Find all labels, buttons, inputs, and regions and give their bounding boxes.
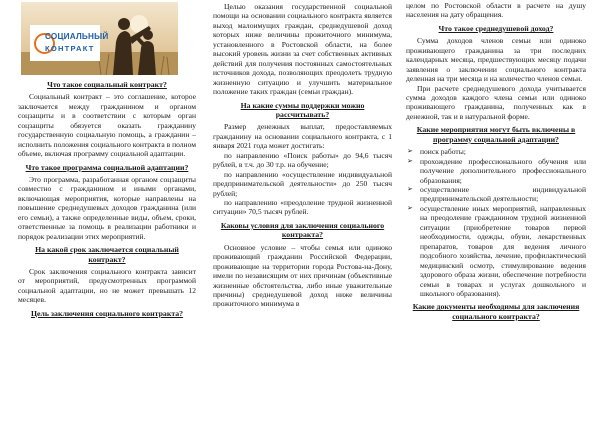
heading-required-documents: Какие документы необходимы для заключения социального контракта? [412,302,580,321]
column-2 [213,0,392,424]
heading-average-income: Что такое среднедушевой доход? [438,23,554,33]
logo [30,25,109,61]
paragraph-job-search: по направлению «Поиск работы» до 94,6 тысяч рублей, в т.ч. до 30 т.р. на обучение; [213,150,392,170]
paragraph-main-condition: Основное условие – чтобы семья или одиноко проживающий гражданин Российской Федерации, проживающие на территории города Ростова-на-Дону, имели по независящим от них причинам (объективные жизненные обстоятельства, либо иные уважительные причины) среднедушевой доход ниже величины прожиточного минимума в [213,242,392,309]
paragraph-condition-continued: целом по Ростовской области в расчете на душу населения на дату обращения. [406,1,586,20]
heading-support-amounts: На какие суммы поддержки можно рассчитывать? [240,100,365,119]
paragraph-income-calculation: При расчете среднедушевого дохода учитывается сумма доходов каждого члена семьи или одиноко проживающего гражданина, полученных как в денежной, так и в натуральной форме. [406,83,586,121]
column-3 [406,0,586,424]
list-item: ➢ осуществление иных мероприятий, направленных на преодоление гражданином трудной жизненной ситуации (приобретение товаров первой необходимости, одежды, обуви, лекарственных препаратов, товаров для ведения личного подсобного хозяйства, лечение, профилактический медицинский осмотр, стимулирование ведения здорового образа жизни, обеспечение потребности семьи в товарах и услугах дошкольного и школьного образования). [406,204,586,299]
heading-contract-goal: Цель заключения социального контракта? [30,308,184,318]
heading-what-is-contract: Что такое социальный контракт? [47,80,167,89]
heading-contract-term: На какой срок заключается социальный контракт? [35,245,179,264]
paragraph-contract-term: Срок заключения социального контракта зависит от мероприятий, предусмотренных программой социальной адаптации, но не может превышать 12 месяцев. [18,266,196,305]
paragraph-payment-size: Размер денежных выплат, предоставляемых гражданину на основании социального контракта, с 1 января 2021 года может достигать: [213,122,392,151]
heading-what-is-program: Что такое программа социальной адаптации? [25,162,189,172]
column-1 [18,0,196,424]
logo-text-line1: СОЦИАЛЬНЫЙ [45,32,109,41]
list-item: ➢ поиск работы; [406,147,586,156]
social-contract-banner [21,2,178,75]
list-item: ➢ осуществление индивидуальной предпринимательской деятельности; [406,185,586,204]
heading-program-activities: Какие мероприятия могут быть включены в программу социальной адаптации? [416,125,576,144]
paragraph-income-definition: Сумма доходов членов семьи или одиноко проживающего гражданина за три последних календарных месяца, предшествующих месяцу подачи заявления о заключении социального контракта деленная на три месяца и на количество членов семьи. [406,36,586,84]
logo-text-line2: КОНТРАКТ [45,44,95,53]
heading-conditions: Каковы условия для заключения социального контракта? [220,220,385,240]
list-item: ➢ прохождение профессионального обучения или получение дополнительного профессионального образования; [406,157,586,185]
paragraph-contract-definition: Социальный контракт – это соглашение, которое заключается между гражданином и органом соцзащиты и в соответствии с которым орган соцзащиты обязуется оказать гражданину государственную социальную помощь, а гражданин – исполнить положения социального контракта в полном объеме, включая программу социальной адаптации. [18,92,196,159]
paragraph-program-definition: Это программа, разработанная органом соцзащиты совместно с гражданином и иными органами, включающая мероприятия, которые направлены на повышение среднедушевых доходов гражданина (или его семьи), а также определенные виды, объем, сроки, ответственные за помощь в реализации работники и порядок реализации этих мероприятий. [18,174,196,241]
activities-list [406,147,586,298]
paragraph-entrepreneurship: по направлению «осуществление индивидуальной предпринимательской деятельности» до 250 тысяч рублей; [213,169,392,198]
paragraph-hardship: по направлению «преодоление трудной жизненной ситуации» 70,5 тысяч рублей. [213,197,392,217]
paragraph-contract-goal: Целью оказания государственной социальной помощи на основании социального контракта является выход малоимущих граждан, среднедушевой доход которых ниже величины прожиточного минимума, установленного в Ростовской области, на более высокий уровень жизни за счет собственных активных действий для получения постоянных самостоятельных источников дохода, позволяющих преодолеть трудную жизненную ситуацию и улучшить материальное положение таких граждан (семьи граждан). [213,2,392,97]
